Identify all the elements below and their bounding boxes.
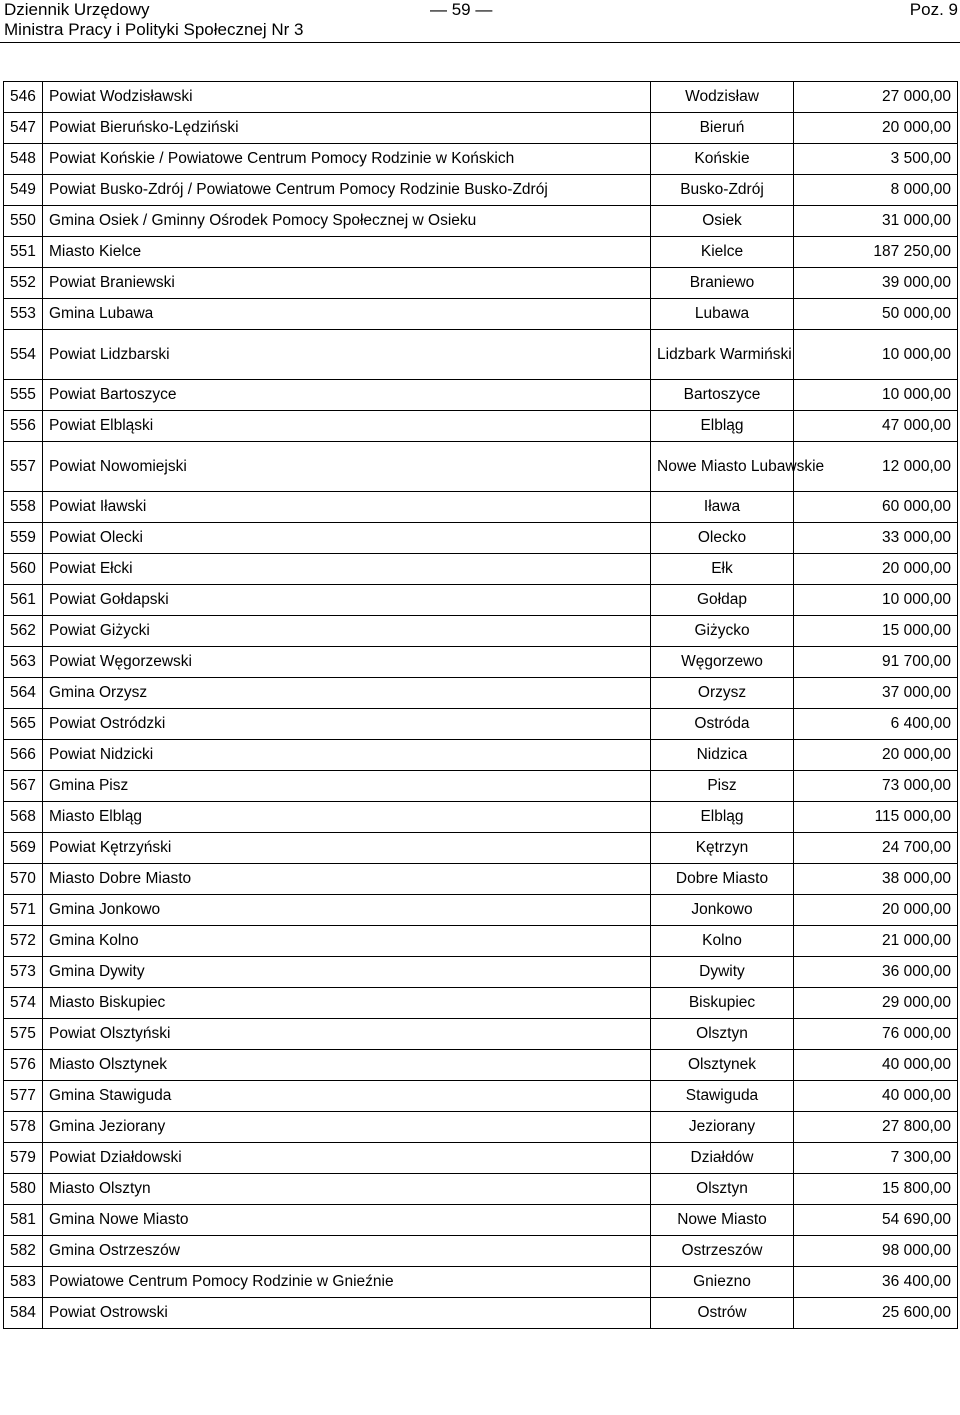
row-number: 557	[4, 442, 43, 492]
table-row	[4, 616, 958, 647]
amount-value: 20 000,00	[794, 113, 958, 144]
city-name: Lidzbark Warmiński	[651, 330, 794, 380]
beneficiary-name: Powiat Wodzisławski	[43, 82, 651, 113]
beneficiary-name: Gmina Nowe Miasto	[43, 1205, 651, 1236]
beneficiary-name: Powiat Elbląski	[43, 411, 651, 442]
beneficiary-name: Miasto Olsztynek	[43, 1050, 651, 1081]
city-name: Nowe Miasto	[651, 1205, 794, 1236]
table-row	[4, 206, 958, 237]
city-name: Busko-Zdrój	[651, 175, 794, 206]
row-number: 583	[4, 1267, 43, 1298]
amount-value: 10 000,00	[794, 330, 958, 380]
beneficiary-name: Powiat Busko-Zdrój / Powiatowe Centrum Pomocy Rodzinie Busko-Zdrój	[43, 175, 651, 206]
amount-value: 20 000,00	[794, 895, 958, 926]
beneficiary-name: Miasto Biskupiec	[43, 988, 651, 1019]
city-name: Ełk	[651, 554, 794, 585]
row-number: 576	[4, 1050, 43, 1081]
city-name: Końskie	[651, 144, 794, 175]
row-number: 548	[4, 144, 43, 175]
city-name: Giżycko	[651, 616, 794, 647]
row-number: 579	[4, 1143, 43, 1174]
row-number: 565	[4, 709, 43, 740]
city-name: Dobre Miasto	[651, 864, 794, 895]
amount-value: 60 000,00	[794, 492, 958, 523]
beneficiary-name: Gmina Jeziorany	[43, 1112, 651, 1143]
beneficiary-name: Powiat Lidzbarski	[43, 330, 651, 380]
city-name: Elbląg	[651, 802, 794, 833]
city-name: Dywity	[651, 957, 794, 988]
city-name: Elbląg	[651, 411, 794, 442]
city-name: Olecko	[651, 523, 794, 554]
city-name: Kolno	[651, 926, 794, 957]
row-number: 577	[4, 1081, 43, 1112]
beneficiary-name: Gmina Ostrzeszów	[43, 1236, 651, 1267]
beneficiary-name: Gmina Jonkowo	[43, 895, 651, 926]
table-row	[4, 771, 958, 802]
city-name: Braniewo	[651, 268, 794, 299]
beneficiary-name: Powiat Działdowski	[43, 1143, 651, 1174]
table-row	[4, 802, 958, 833]
beneficiary-name: Gmina Orzysz	[43, 678, 651, 709]
city-name: Orzysz	[651, 678, 794, 709]
amount-value: 20 000,00	[794, 554, 958, 585]
table-row	[4, 1143, 958, 1174]
table-row	[4, 330, 958, 380]
table-row	[4, 1174, 958, 1205]
row-number: 551	[4, 237, 43, 268]
row-number: 572	[4, 926, 43, 957]
city-name: Olsztynek	[651, 1050, 794, 1081]
city-name: Osiek	[651, 206, 794, 237]
row-number: 558	[4, 492, 43, 523]
table-row	[4, 926, 958, 957]
row-number: 573	[4, 957, 43, 988]
city-name: Stawiguda	[651, 1081, 794, 1112]
city-name: Kętrzyn	[651, 833, 794, 864]
amount-value: 33 000,00	[794, 523, 958, 554]
header-left	[4, 0, 303, 40]
row-number: 575	[4, 1019, 43, 1050]
beneficiary-name: Powiat Nidzicki	[43, 740, 651, 771]
city-name: Lubawa	[651, 299, 794, 330]
city-name: Jeziorany	[651, 1112, 794, 1143]
city-name: Olsztyn	[651, 1174, 794, 1205]
city-name: Kielce	[651, 237, 794, 268]
table-row	[4, 1112, 958, 1143]
beneficiary-name: Powiat Gołdapski	[43, 585, 651, 616]
amount-value: 36 000,00	[794, 957, 958, 988]
allocation-table	[3, 81, 958, 1329]
row-number: 552	[4, 268, 43, 299]
table-row	[4, 144, 958, 175]
amount-value: 73 000,00	[794, 771, 958, 802]
amount-value: 12 000,00	[794, 442, 958, 492]
beneficiary-name: Gmina Pisz	[43, 771, 651, 802]
beneficiary-name: Gmina Kolno	[43, 926, 651, 957]
city-name: Olsztyn	[651, 1019, 794, 1050]
beneficiary-name: Gmina Stawiguda	[43, 1081, 651, 1112]
row-number: 560	[4, 554, 43, 585]
beneficiary-name: Powiat Bartoszyce	[43, 380, 651, 411]
city-name: Ostróda	[651, 709, 794, 740]
city-name: Jonkowo	[651, 895, 794, 926]
city-name: Gniezno	[651, 1267, 794, 1298]
beneficiary-name: Gmina Lubawa	[43, 299, 651, 330]
beneficiary-name: Powiat Końskie / Powiatowe Centrum Pomocy Rodzinie w Końskich	[43, 144, 651, 175]
row-number: 571	[4, 895, 43, 926]
city-name: Wodzisław	[651, 82, 794, 113]
row-number: 562	[4, 616, 43, 647]
row-number: 546	[4, 82, 43, 113]
header-divider	[0, 42, 960, 43]
table-row	[4, 1019, 958, 1050]
row-number: 555	[4, 380, 43, 411]
table-row	[4, 1205, 958, 1236]
table-row	[4, 1050, 958, 1081]
table-row	[4, 709, 958, 740]
beneficiary-name: Powiat Nowomiejski	[43, 442, 651, 492]
table-row	[4, 442, 958, 492]
amount-value: 76 000,00	[794, 1019, 958, 1050]
row-number: 584	[4, 1298, 43, 1329]
amount-value: 38 000,00	[794, 864, 958, 895]
table-row	[4, 82, 958, 113]
table-row	[4, 299, 958, 330]
beneficiary-name: Powiat Giżycki	[43, 616, 651, 647]
row-number: 574	[4, 988, 43, 1019]
city-name: Bieruń	[651, 113, 794, 144]
table-row	[4, 492, 958, 523]
city-name: Nidzica	[651, 740, 794, 771]
table-row	[4, 268, 958, 299]
row-number: 567	[4, 771, 43, 802]
amount-value: 6 400,00	[794, 709, 958, 740]
amount-value: 15 800,00	[794, 1174, 958, 1205]
beneficiary-name: Miasto Elbląg	[43, 802, 651, 833]
row-number: 549	[4, 175, 43, 206]
beneficiary-name: Gmina Dywity	[43, 957, 651, 988]
amount-value: 15 000,00	[794, 616, 958, 647]
beneficiary-name: Powiat Węgorzewski	[43, 647, 651, 678]
amount-value: 31 000,00	[794, 206, 958, 237]
city-name: Ostrów	[651, 1298, 794, 1329]
city-name: Nowe Miasto Lubawskie	[651, 442, 794, 492]
table-row	[4, 647, 958, 678]
table-row	[4, 175, 958, 206]
table-row	[4, 380, 958, 411]
beneficiary-name: Powiat Ełcki	[43, 554, 651, 585]
row-number: 570	[4, 864, 43, 895]
row-number: 550	[4, 206, 43, 237]
journal-title: Dziennik Urzędowy	[4, 0, 150, 19]
beneficiary-name: Powiat Bieruńsko-Lędziński	[43, 113, 651, 144]
beneficiary-name: Miasto Olsztyn	[43, 1174, 651, 1205]
page-header	[0, 0, 960, 45]
amount-value: 37 000,00	[794, 678, 958, 709]
page-number: — 59 —	[430, 0, 493, 19]
city-name: Pisz	[651, 771, 794, 802]
table-row	[4, 411, 958, 442]
city-name: Węgorzewo	[651, 647, 794, 678]
amount-value: 54 690,00	[794, 1205, 958, 1236]
amount-value: 25 600,00	[794, 1298, 958, 1329]
beneficiary-name: Powiat Olecki	[43, 523, 651, 554]
table-row	[4, 554, 958, 585]
row-number: 561	[4, 585, 43, 616]
amount-value: 10 000,00	[794, 380, 958, 411]
amount-value: 21 000,00	[794, 926, 958, 957]
city-name: Bartoszyce	[651, 380, 794, 411]
beneficiary-name: Gmina Osiek / Gminny Ośrodek Pomocy Społecznej w Osieku	[43, 206, 651, 237]
row-number: 581	[4, 1205, 43, 1236]
beneficiary-name: Powiat Kętrzyński	[43, 833, 651, 864]
city-name: Iława	[651, 492, 794, 523]
amount-value: 10 000,00	[794, 585, 958, 616]
table-row	[4, 957, 958, 988]
amount-value: 50 000,00	[794, 299, 958, 330]
ministry-title: Ministra Pracy i Polityki Społecznej Nr 3	[4, 20, 304, 39]
row-number: 578	[4, 1112, 43, 1143]
row-number: 569	[4, 833, 43, 864]
row-number: 564	[4, 678, 43, 709]
row-number: 566	[4, 740, 43, 771]
table-row	[4, 1267, 958, 1298]
beneficiary-name: Miasto Kielce	[43, 237, 651, 268]
amount-value: 29 000,00	[794, 988, 958, 1019]
city-name: Ostrzeszów	[651, 1236, 794, 1267]
row-number: 556	[4, 411, 43, 442]
position-number: Poz. 9	[909, 0, 958, 19]
amount-value: 20 000,00	[794, 740, 958, 771]
table-row	[4, 864, 958, 895]
amount-value: 27 000,00	[794, 82, 958, 113]
table-row	[4, 113, 958, 144]
amount-value: 3 500,00	[794, 144, 958, 175]
amount-value: 7 300,00	[794, 1143, 958, 1174]
row-number: 580	[4, 1174, 43, 1205]
table-row	[4, 237, 958, 268]
row-number: 563	[4, 647, 43, 678]
table-row	[4, 1298, 958, 1329]
table-row	[4, 678, 958, 709]
city-name: Gołdap	[651, 585, 794, 616]
table-row	[4, 1081, 958, 1112]
table-row	[4, 833, 958, 864]
beneficiary-name: Powiat Braniewski	[43, 268, 651, 299]
beneficiary-name: Powiat Iławski	[43, 492, 651, 523]
row-number: 547	[4, 113, 43, 144]
table-row	[4, 988, 958, 1019]
beneficiary-name: Powiat Olsztyński	[43, 1019, 651, 1050]
row-number: 554	[4, 330, 43, 380]
amount-value: 39 000,00	[794, 268, 958, 299]
table-row	[4, 1236, 958, 1267]
table-row	[4, 585, 958, 616]
amount-value: 8 000,00	[794, 175, 958, 206]
beneficiary-name: Powiatowe Centrum Pomocy Rodzinie w Gnieźnie	[43, 1267, 651, 1298]
amount-value: 24 700,00	[794, 833, 958, 864]
row-number: 559	[4, 523, 43, 554]
amount-value: 115 000,00	[794, 802, 958, 833]
city-name: Biskupiec	[651, 988, 794, 1019]
row-number: 568	[4, 802, 43, 833]
amount-value: 187 250,00	[794, 237, 958, 268]
table-row	[4, 895, 958, 926]
allocation-table-body	[4, 82, 958, 1329]
beneficiary-name: Powiat Ostródzki	[43, 709, 651, 740]
amount-value: 47 000,00	[794, 411, 958, 442]
amount-value: 36 400,00	[794, 1267, 958, 1298]
amount-value: 91 700,00	[794, 647, 958, 678]
beneficiary-name: Powiat Ostrowski	[43, 1298, 651, 1329]
row-number: 582	[4, 1236, 43, 1267]
amount-value: 40 000,00	[794, 1050, 958, 1081]
amount-value: 40 000,00	[794, 1081, 958, 1112]
table-row	[4, 740, 958, 771]
amount-value: 98 000,00	[794, 1236, 958, 1267]
amount-value: 27 800,00	[794, 1112, 958, 1143]
beneficiary-name: Miasto Dobre Miasto	[43, 864, 651, 895]
table-row	[4, 523, 958, 554]
row-number: 553	[4, 299, 43, 330]
city-name: Działdów	[651, 1143, 794, 1174]
